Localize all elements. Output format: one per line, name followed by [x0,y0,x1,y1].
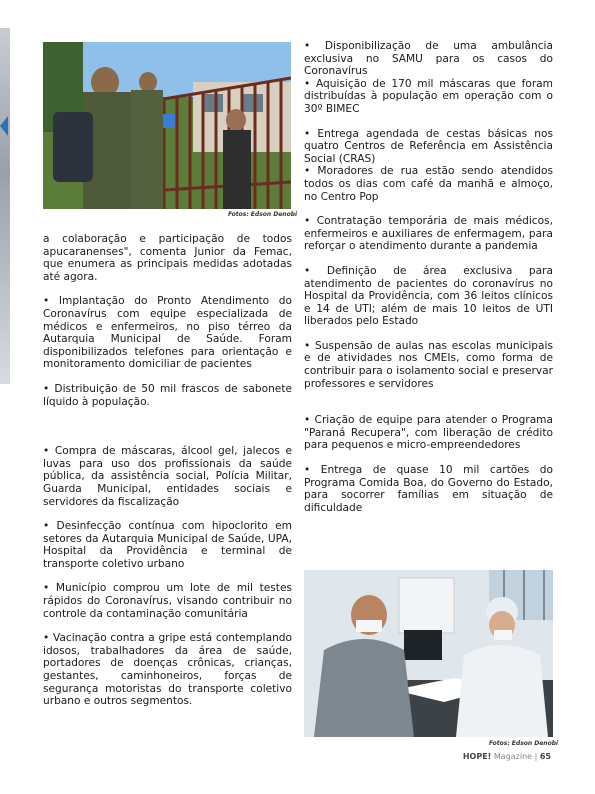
bullet-aquisicao-mascaras: • Aquisição de 170 mil máscaras que foram distribuídas à população em operação com o 30º BIMEC [304,77,553,115]
bullet-suspensao-aulas: • Suspensão de aulas nas escolas municipais e de atividades nos CMEIs, como forma de contribuir para o isolamento social e preservar professores e servidores [304,339,553,390]
bullet-ambulancia: • Disponibilização de uma ambulância exclusiva no SAMU para os casos do Coronavírus [304,40,553,78]
paragraph-intro: a colaboração e participação de todos apucaranenses", comenta Junior da Femac, que enumera as principais medidas adotadas até agora. [43,233,292,283]
magazine-name: HOPE! [462,752,492,761]
arrow-left-icon [0,116,8,136]
bullet-cestas: • Entrega agendada de cestas básicas nos quatro Centros de Referência em Assistência Social (CRAS) [304,127,553,165]
bullet-parana-recupera: • Criação de equipe para atender o Programa "Paraná Recupera", com liberação de crédito para pequenos e micro-empreendedores [304,414,553,452]
photo-consultation-illustration [304,570,553,737]
bullet-sabonete: • Distribuição de 50 mil frascos de sabonete líquido à população. [43,382,292,408]
magazine-label: Magazine | [491,752,540,761]
photo-medical-consultation [304,570,553,737]
left-text-column [43,233,292,708]
bullet-vacinacao: • Vacinação contra a gripe está contemplando idosos, trabalhadores da área de saúde, portadores de doenças crônicas, crianças, gestantes, caminhoneiros, forças de segurança motoristas do transporte coletivo urbano e outros segmentos. [43,632,292,708]
bullet-area-exclusiva: • Definição de área exclusiva para atendimento de pacientes do coronavírus no Hospital da Providência, com 36 leitos clínicos e 14 de UTI; além de mais 10 leitos de UTI liberados pelo Estado [304,264,553,328]
photo-credit-top: Fotos: Edson Denobi [228,211,298,218]
photo-credit-bottom: Fotos: Edson Denobi [489,740,559,747]
bullet-moradores-rua: • Moradores de rua estão sendo atendidos todos os dias com café da manhã e almoço, no Centro Pop [304,165,553,203]
photo-soldiers-at-gate [43,42,291,209]
bullet-comida-boa: • Entrega de quase 10 mil cartões do Programa Comida Boa, do Governo do Estado, para socorrer famílias em situação de dificuldade [304,464,553,514]
bullet-desinfeccao: • Desinfecção contínua com hipoclorito em setores da Autarquia Municipal de Saúde, UPA, Hospital da Providência e terminal de transporte coletivo urbano [43,520,292,570]
bullet-contratacao: • Contratação temporária de mais médicos, enfermeiros e auxiliares de enfermagem, para reforçar o atendimento durante a pandemia [304,215,553,253]
adjacent-page-strip [0,28,10,384]
page-number: 65 [539,752,551,761]
page-footer [463,752,551,761]
bullet-mascaras: • Compra de máscaras, álcool gel, jalecos e luvas para uso dos profissionais da saúde pública, da assistência social, Polícia Militar, Guarda Municipal, entidades sociais e servidores da fiscalização [43,445,292,508]
right-text-column [304,40,553,514]
bullet-testes: • Município comprou um lote de mil testes rápidos do Coronavírus, visando contribuir no controle da contaminação comunitária [43,582,292,620]
bullet-pronto-atendimento: • Implantação do Pronto Atendimento do Coronavírus com equipe especializada de médicos e enfermeiros, no piso térreo da Autarquia Municipal de Saúde. Foram disponibilizados telefones para orientação e monitoramento domiciliar de pacientes [43,295,292,371]
photo-soldiers-illustration [43,42,291,209]
